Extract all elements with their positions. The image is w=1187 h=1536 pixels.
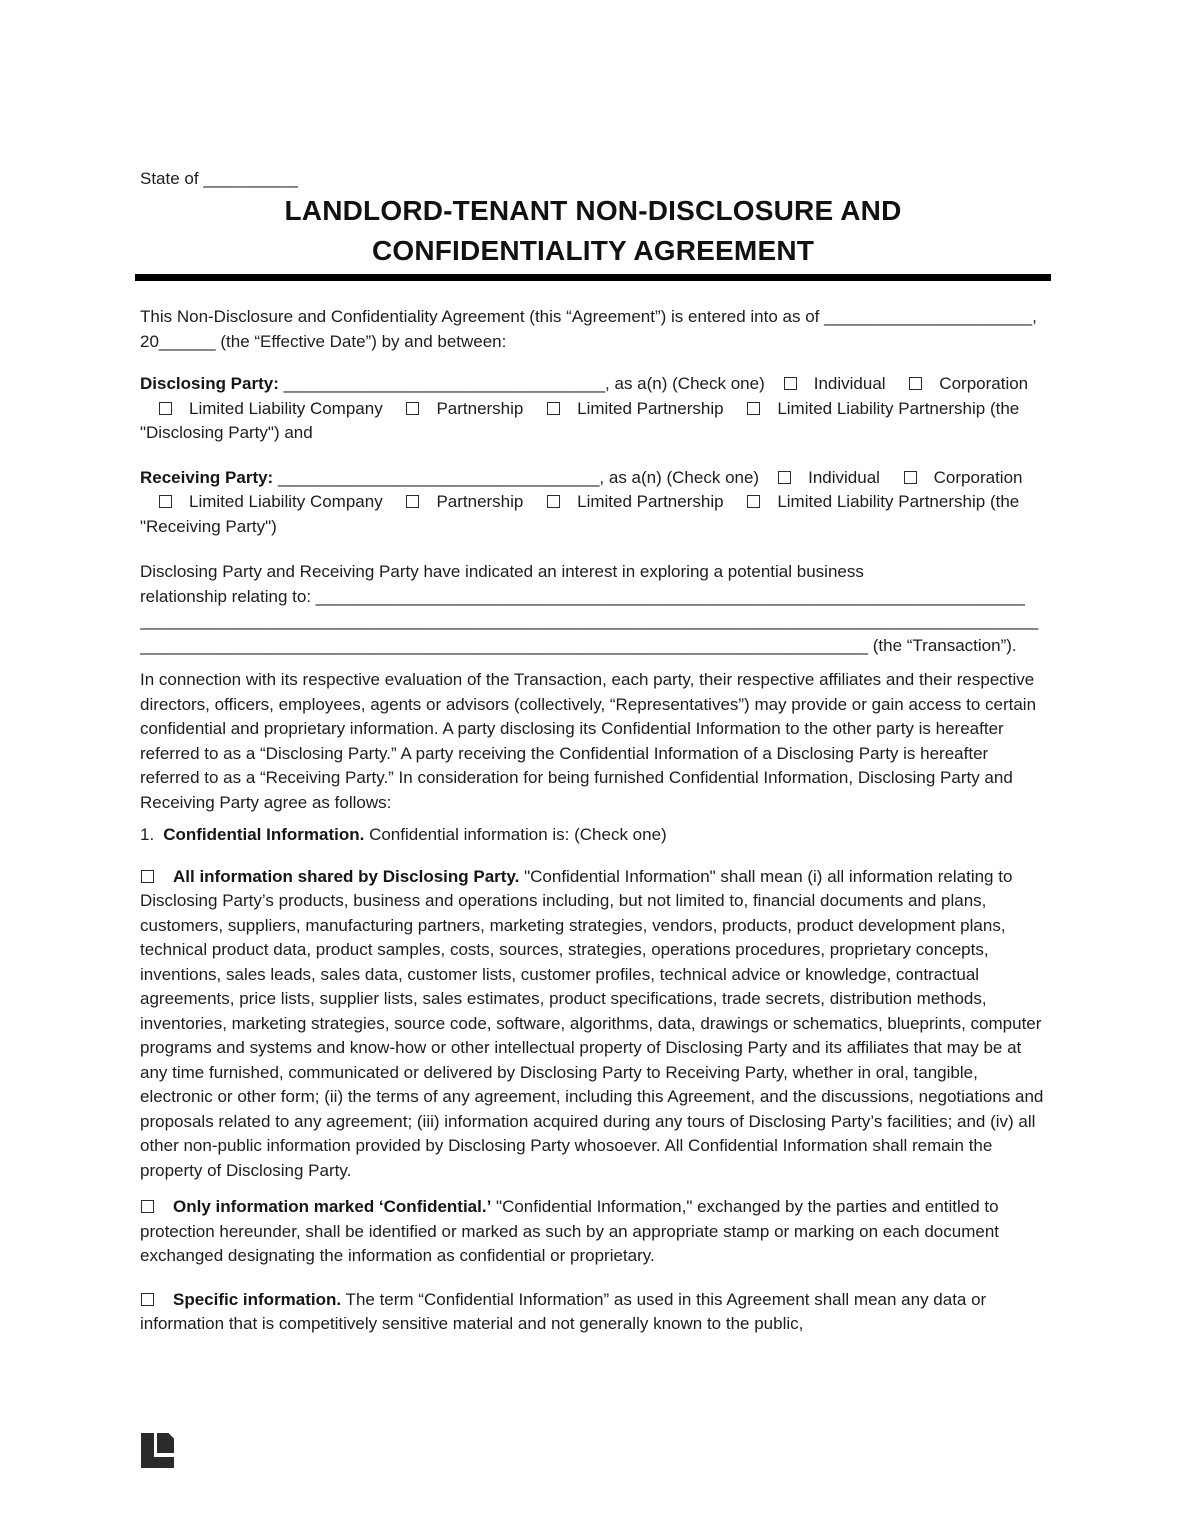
section-title: Confidential Information. bbox=[163, 825, 365, 844]
logo-document-icon bbox=[157, 1433, 174, 1453]
checkbox-option-label: Corporation bbox=[933, 467, 1023, 487]
checkbox-option-label: Individual bbox=[813, 374, 886, 393]
business-relationship-paragraph bbox=[140, 560, 1046, 658]
checkbox-option-label: Limited Liability Partnership bbox=[777, 492, 986, 511]
relationship-fill-line: relationship relating to: ___________________________________________________________________________ bbox=[140, 586, 1025, 606]
disclosing-party-blank: __________________________________, as a(n) (Check one) bbox=[278, 374, 765, 393]
option-specific-information-paragraph bbox=[140, 1288, 1046, 1337]
checkbox-icon[interactable] bbox=[141, 1200, 154, 1213]
logo-l-horizontal-bar bbox=[141, 1457, 174, 1468]
section-number: 1. bbox=[140, 825, 155, 844]
receiving-party-label: Receiving Party: bbox=[140, 467, 274, 487]
option-specific-information-title: Specific information. bbox=[173, 1289, 342, 1309]
receiving-party-paragraph bbox=[140, 466, 1046, 540]
checkbox-icon[interactable] bbox=[159, 495, 172, 508]
legal-templates-logo bbox=[141, 1433, 174, 1468]
checkbox-icon[interactable] bbox=[141, 1293, 154, 1306]
checkbox-icon[interactable] bbox=[159, 402, 172, 415]
disclosing-party-paragraph bbox=[140, 372, 1046, 446]
title-divider-rule bbox=[135, 274, 1051, 281]
relationship-line: Disclosing Party and Receiving Party have indicated an interest in exploring a potential business bbox=[140, 562, 864, 581]
section-1-heading bbox=[140, 823, 1046, 848]
relationship-fill-line: _____________________________________________________________________________ (the “Transaction”). bbox=[140, 635, 1017, 655]
checkbox-option-label: Limited Partnership bbox=[577, 492, 724, 511]
option-all-information-title: All information shared by Disclosing Party. bbox=[173, 866, 520, 886]
checkbox-icon[interactable] bbox=[747, 402, 760, 415]
checkbox-icon[interactable] bbox=[747, 495, 760, 508]
representatives-paragraph: In connection with its respective evaluation of the Transaction, each party, their respective affiliates and their respective directors, officers, employees, agents or advisors (collectively, “Representatives”) may provide or gain access to certain confidential and proprietary information. A party disclosing its Confidential Information to the other party is hereafter referred to as a “Disclosing Party.” A party receiving the Confidential Information of a Disclosing Party is hereafter referred to as a “Receiving Party.” In consideration for being furnished Confidential Information, Disclosing Party and Receiving Party agree as follows: bbox=[140, 670, 1037, 812]
state-of-line: State of __________ bbox=[140, 169, 298, 188]
checkbox-icon[interactable] bbox=[784, 377, 797, 390]
checkbox-option-label: Limited Liability Company bbox=[189, 492, 383, 511]
checkbox-option-label: Limited Partnership bbox=[577, 398, 724, 418]
option-marked-confidential-title: Only information marked ‘Confidential.’ bbox=[173, 1197, 492, 1216]
title-line-1: LANDLORD-TENANT NON-DISCLOSURE AND bbox=[284, 195, 902, 226]
option-all-information-body: "Confidential Information" shall mean (i) all information relating to Disclosing Party’s products, business and operations including, but not limited to, financial documents and plans, customers, suppliers, manufacturing partners, marketing strategies, vendors, products, product development plans, technical product data, product samples, costs, sources, strategies, operations procedures, proprietary concepts, inventions, sales leads, sales data, customer lists, customer profiles, technical advice or knowledge, contractual agreements, price lists, supplier lists, sales estimates, product specifications, trade secrets, distribution methods, inventories, marketing strategies, source code, software, algorithms, data, drawings or schematics, blueprints, computer programs and systems and know-how or other intellectual property of Disclosing Party and its affiliates that may be at any time furnished, communicated or delivered by Disclosing Party to Receiving Party, whether in oral, tangible, electronic or other form; (ii) the terms of any agreement, including this Agreement, and the discussions, negotiations and proposals related to any agreement; (iii) information acquired during any tours of Disclosing Party’s facilities; and (iv) all other non-public information provided by Disclosing Party whosoever. All Confidential Information shall remain the property of Disclosing Party. bbox=[140, 866, 1044, 1180]
title-line-2: CONFIDENTIALITY AGREEMENT bbox=[371, 235, 815, 266]
agreement-intro-paragraph: This Non-Disclosure and Confidentiality Agreement (this “Agreement”) is entered into as of ______________________, 20______ (the “Effective Date”) by and between: bbox=[140, 307, 1037, 351]
disclosing-party-label: Disclosing Party: bbox=[140, 374, 279, 393]
option-all-information-paragraph bbox=[140, 865, 1046, 1184]
checkbox-option-label: Limited Liability Partnership bbox=[777, 398, 986, 418]
receiving-party-tail: (the "Receiving Party") bbox=[140, 492, 1020, 536]
checkbox-icon[interactable] bbox=[547, 495, 560, 508]
checkbox-icon[interactable] bbox=[547, 402, 560, 415]
disclosing-party-tail: (the "Disclosing Party") and bbox=[140, 398, 1020, 442]
document-page bbox=[140, 168, 1046, 1337]
section-heading-tail: Confidential information is: (Check one) bbox=[364, 825, 667, 844]
checkbox-option-label: Partnership bbox=[436, 492, 524, 511]
checkbox-option-label: Corporation bbox=[939, 374, 1029, 393]
checkbox-icon[interactable] bbox=[904, 471, 917, 484]
checkbox-option-label: Partnership bbox=[436, 398, 524, 418]
checkbox-icon[interactable] bbox=[909, 377, 922, 390]
document-title bbox=[140, 191, 1046, 271]
checkbox-icon[interactable] bbox=[141, 870, 154, 883]
checkbox-icon[interactable] bbox=[406, 495, 419, 508]
checkbox-icon[interactable] bbox=[406, 402, 419, 415]
option-specific-information-body: The term “Confidential Information” as used in this Agreement shall mean any data or information that is competitively sensitive material and not generally known to the public, bbox=[140, 1289, 987, 1333]
option-marked-confidential-body: "Confidential Information," exchanged by the parties and entitled to protection hereunder, shall be identified or marked as such by an appropriate stamp or marking on each document exchanged designating the information as confidential or proprietary. bbox=[140, 1197, 999, 1265]
receiving-party-blank: __________________________________, as a(n) (Check one) bbox=[273, 467, 760, 487]
checkbox-icon[interactable] bbox=[778, 471, 791, 484]
checkbox-option-label: Limited Liability Company bbox=[189, 398, 383, 418]
option-marked-confidential-paragraph bbox=[140, 1195, 1046, 1269]
checkbox-option-label: Individual bbox=[808, 467, 880, 487]
relationship-fill-line: _______________________________________________________________________________________________ bbox=[140, 611, 1039, 630]
